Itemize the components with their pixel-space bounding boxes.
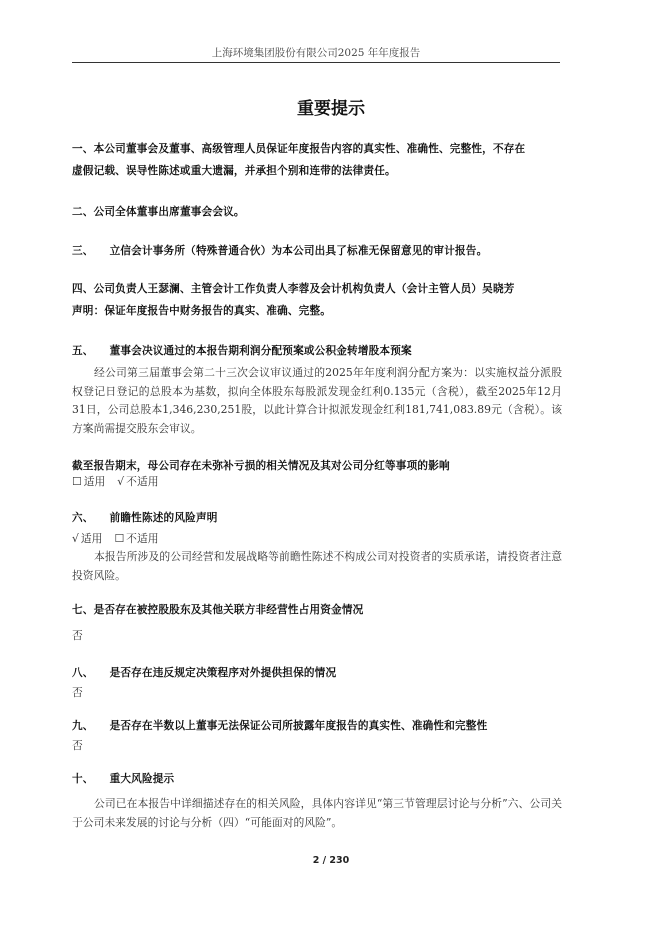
section-8-number: 八、 xyxy=(72,667,94,679)
section-10-number: 十、 xyxy=(72,773,94,785)
section-6-heading xyxy=(72,507,562,529)
section-1-heading xyxy=(72,138,562,160)
section-9-text: 是否存在半数以上董事无法保证公司所披露年度报告的真实性、准确性和完整性 xyxy=(109,720,488,732)
section-4-heading xyxy=(72,278,562,300)
section-2-heading xyxy=(72,201,562,223)
section-6-number: 六、 xyxy=(72,512,94,524)
section-3-number: 三、 xyxy=(72,245,94,257)
section-3-text: 立信会计事务所（特殊普通合伙）为本公司出具了标准无保留意见的审计报告。 xyxy=(109,245,488,257)
page-title: 重要提示 xyxy=(297,99,365,119)
section-5-paragraph: 经公司第三届董事会第二十三次会议审议通过的2025年年度利润分配方案为：以实施权益分派股权登记日登记的总股本为基数，拟向全体股东每股派发现金红利0.135元（含税），截至2025年12月31日，公司总股本1,346,230,251股，以此计算合计拟派发现金红利181,741,083.89元（含税）。该方案尚需提交股东会审议。 xyxy=(72,366,562,435)
unchecked-box-icon: ☐ xyxy=(72,475,82,488)
section-4-text-line1: 公司负责人王瑟澜、主管会计工作负责人李蓉及会计机构负责人（会计主管人员）吴晓芳 xyxy=(93,283,515,295)
option-not-applicable-unchecked: ☐ 不适用 xyxy=(114,530,158,548)
section-9-number: 九、 xyxy=(72,720,94,732)
section-6-paragraph: 本报告所涉及的公司经营和发展战略等前瞻性陈述不构成公司对投资者的实质承诺，请投资者注意投资风险。 xyxy=(72,550,562,582)
check-mark-icon: √ xyxy=(117,475,125,488)
option-not-applicable-checked: √ 不适用 xyxy=(117,473,158,491)
unrecovered-loss-options xyxy=(72,473,562,491)
section-7-heading xyxy=(72,599,562,621)
section-10-paragraph: 公司已在本报告中详细描述存在的相关风险，具体内容详见“第三节管理层讨论与分析”六、公司关于公司未来发展的讨论与分析（四）“可能面对的风险”。 xyxy=(72,797,562,829)
section-6-text: 前瞻性陈述的风险声明 xyxy=(109,512,218,524)
page-number: 2 / 230 xyxy=(312,855,350,866)
option-applicable-checked: √ 适用 xyxy=(72,530,102,548)
section-10-text: 重大风险提示 xyxy=(109,773,175,785)
section-5-text: 董事会决议通过的本报告期利润分配预案或公积金转增股本预案 xyxy=(109,345,412,357)
section-7-number: 七、 xyxy=(72,604,94,616)
section-5-number: 五、 xyxy=(72,345,94,357)
running-header: 上海环境集团股份有限公司2025 年年度报告 xyxy=(211,47,421,59)
unchecked-box-icon: ☐ xyxy=(114,532,125,545)
check-mark-icon: √ xyxy=(72,532,79,545)
unrecovered-loss-heading: 截至报告期末，母公司存在未弥补亏损的相关情况及其对公司分红等事项的影响 xyxy=(72,460,450,472)
section-9-answer: 否 xyxy=(72,739,83,752)
section-4-number: 四、 xyxy=(72,283,94,295)
section-1-text-line1: 本公司董事会及董事、高级管理人员保证年度报告内容的真实性、准确性、完整性，不存在 xyxy=(93,143,526,155)
section-1-number: 一、 xyxy=(72,143,94,155)
header-divider xyxy=(72,62,560,63)
section-3-heading xyxy=(72,240,562,262)
section-5-heading xyxy=(72,340,562,362)
section-2-number: 二、 xyxy=(72,206,94,218)
section-8-heading xyxy=(72,662,562,684)
section-8-text: 是否存在违反规定决策程序对外提供担保的情况 xyxy=(109,667,337,679)
section-7-answer: 否 xyxy=(72,629,83,642)
section-2-text: 公司全体董事出席董事会会议。 xyxy=(93,206,245,218)
section-6-options xyxy=(72,530,562,548)
section-10-heading xyxy=(72,768,562,790)
section-9-heading xyxy=(72,715,562,737)
option-applicable-unchecked: ☐ 适用 xyxy=(72,473,105,491)
section-7-text: 是否存在被控股股东及其他关联方非经营性占用资金情况 xyxy=(93,604,364,616)
section-1-text-line2: 虚假记载、误导性陈述或重大遗漏，并承担个别和连带的法律责任。 xyxy=(72,165,396,177)
section-8-answer: 否 xyxy=(72,686,83,699)
section-4-text-line2: 声明：保证年度报告中财务报告的真实、准确、完整。 xyxy=(72,305,332,317)
